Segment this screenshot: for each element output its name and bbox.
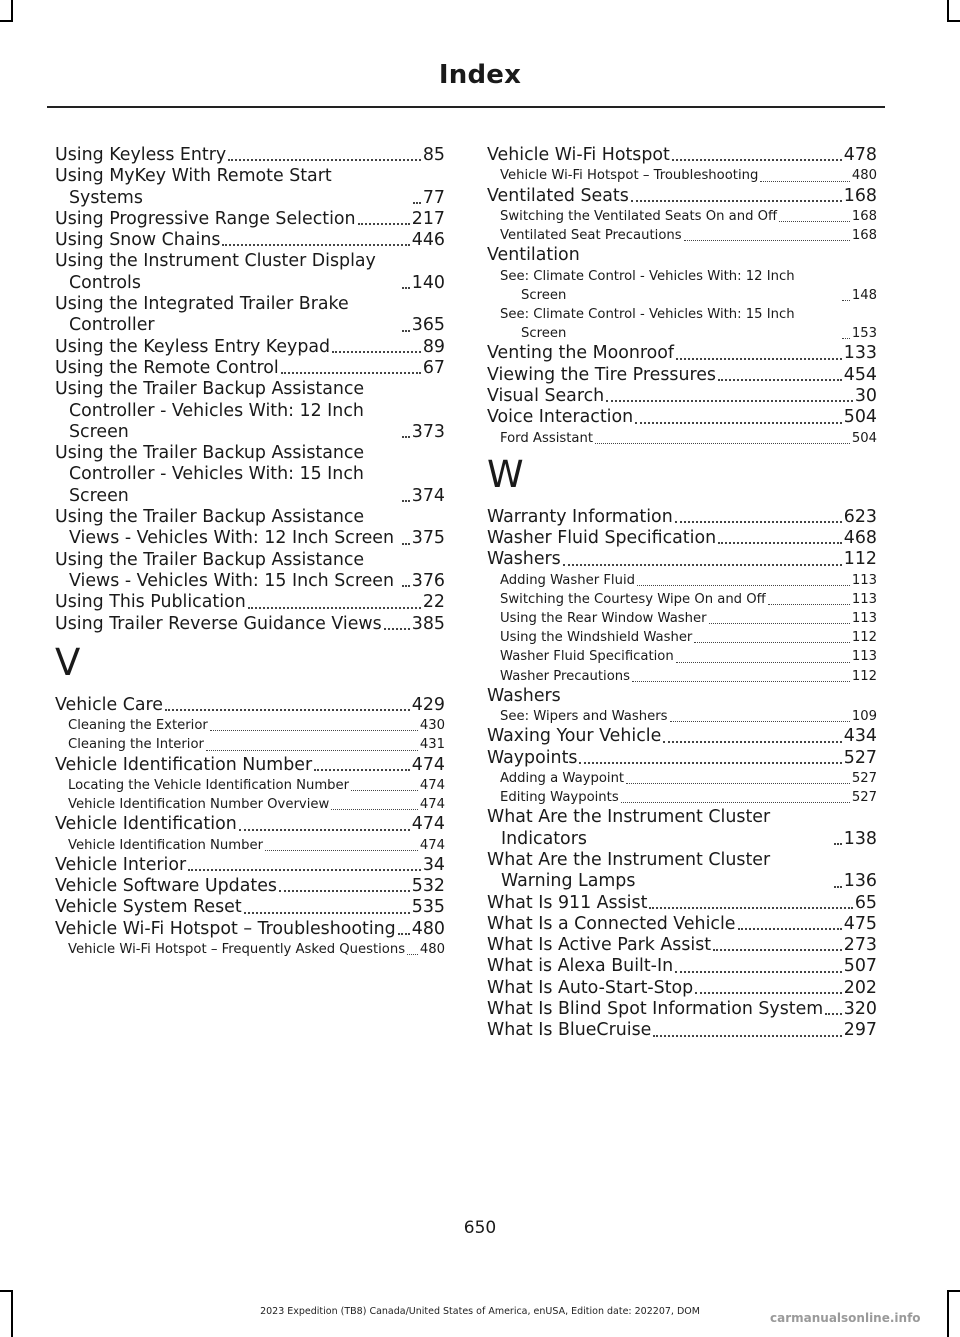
entry-text: Editing Waypoints	[500, 790, 619, 806]
index-subentry[interactable]	[487, 267, 877, 305]
entry-text: What Is Active Park Assist	[487, 935, 712, 956]
index-entry[interactable]	[487, 365, 877, 386]
entry-page: 22	[422, 592, 445, 613]
entry-text: Using the Trailer Backup Assistance Controller - Vehicles With: 12 Inch Screen	[55, 379, 365, 442]
entry-text: What Is Auto-Start-Stop	[487, 977, 694, 998]
dot-leader	[621, 802, 850, 803]
entry-text: Adding a Waypoint	[500, 770, 625, 786]
dot-leader	[768, 604, 850, 605]
entry-text: Ventilated Seat Precautions	[500, 228, 682, 243]
dot-leader	[672, 159, 842, 161]
entry-text: Using Snow Chains	[55, 230, 221, 251]
entry-page: 168	[851, 228, 877, 243]
index-subentry[interactable]	[55, 836, 445, 855]
entry-page: 320	[843, 998, 877, 1019]
entry-text: Switching the Courtesy Wipe On and Off	[500, 591, 766, 607]
entry-text: Using Keyless Entry	[55, 145, 227, 165]
entry-text: Using the Remote Control	[55, 357, 279, 378]
index-entry[interactable]	[487, 145, 877, 166]
entry-page: 527	[843, 747, 877, 768]
index-entry[interactable]	[55, 507, 445, 550]
entry-text: See: Wipers and Washers	[500, 709, 668, 725]
index-heading: Ventilation	[487, 245, 580, 266]
dot-leader	[842, 338, 850, 339]
crop-mark-top-right-v	[947, 0, 949, 20]
dot-leader	[834, 886, 842, 888]
entry-page: 430	[419, 718, 445, 734]
dot-leader	[281, 372, 421, 374]
entry-text: Vehicle Identification	[55, 814, 237, 835]
dot-leader	[358, 223, 410, 225]
index-subentry[interactable]	[487, 707, 877, 726]
crop-mark-top-left-h	[0, 20, 13, 22]
left-column	[55, 145, 445, 959]
index-entry[interactable]	[55, 251, 445, 294]
entry-page: 67	[422, 357, 445, 378]
index-entry[interactable]	[55, 379, 445, 443]
entry-text: Venting the Moonroof	[487, 343, 675, 364]
dot-leader	[635, 422, 842, 424]
dot-leader	[188, 869, 421, 871]
dot-leader	[676, 358, 842, 360]
dot-leader	[351, 790, 418, 791]
index-entry[interactable]	[487, 748, 877, 769]
entry-text: Waypoints	[487, 747, 578, 768]
entry-page: 374	[411, 485, 445, 506]
entry-page: 136	[843, 871, 877, 892]
entry-text: Locating the Vehicle Identification Number	[68, 777, 350, 793]
entry-text: Viewing the Tire Pressures	[487, 364, 716, 385]
dot-leader	[676, 662, 850, 663]
dot-leader	[718, 542, 842, 544]
index-entry[interactable]	[55, 755, 445, 776]
entry-text: What is Alexa Built-In	[487, 956, 674, 977]
index-subentry[interactable]	[55, 795, 445, 814]
dot-leader	[842, 300, 850, 301]
entry-text: Vehicle Identification Number Overview	[68, 797, 330, 813]
index-entry[interactable]	[55, 337, 445, 358]
crop-mark-top-right-h	[947, 20, 960, 22]
entry-page: 113	[851, 591, 877, 607]
entry-page: 474	[411, 754, 445, 775]
index-subentry[interactable]	[487, 667, 877, 686]
dot-leader	[331, 809, 418, 810]
dot-leader	[402, 500, 410, 502]
index-entry[interactable]	[487, 956, 877, 977]
index-entry[interactable]	[487, 386, 877, 407]
entry-text: Cleaning the Interior	[68, 737, 204, 753]
entry-page: 168	[843, 185, 877, 206]
entry-page: 478	[843, 145, 877, 165]
entry-page: 527	[851, 790, 877, 806]
index-subentry[interactable]	[55, 776, 445, 795]
entry-text: Ford Assistant	[500, 430, 594, 446]
index-entry[interactable]	[55, 897, 445, 918]
index-entry[interactable]	[55, 230, 445, 251]
entry-text: Using the Trailer Backup Assistance Views - Vehicles With: 15 Inch Screen	[55, 549, 395, 591]
entry-text: Using the Trailer Backup Assistance Controller - Vehicles With: 15 Inch Screen	[55, 443, 365, 506]
section-letter-v: V	[55, 640, 81, 684]
dot-leader	[738, 928, 842, 930]
entry-page: 140	[411, 272, 445, 293]
entry-text: Cleaning the Exterior	[68, 718, 208, 734]
index-subentry[interactable]	[487, 590, 877, 609]
entry-text: Vehicle System Reset	[55, 897, 242, 918]
dot-leader	[314, 769, 410, 771]
entry-text: Visual Search	[487, 385, 605, 406]
entry-page: 202	[843, 977, 877, 998]
watermark: carmanualsonline.info	[770, 1311, 921, 1325]
entry-text: What Are the Instrument Cluster Indicators	[487, 807, 771, 849]
dot-leader	[834, 843, 842, 845]
dot-leader	[631, 200, 842, 202]
dot-leader	[402, 330, 410, 332]
dot-leader	[579, 762, 841, 764]
entry-page: 385	[411, 613, 445, 634]
index-entry[interactable]	[487, 726, 877, 747]
index-entry[interactable]	[487, 914, 877, 935]
dot-leader	[760, 181, 849, 182]
entry-text: Vehicle Care	[55, 694, 163, 715]
entry-page: 480	[851, 168, 877, 184]
entry-text: Using the Keyless Entry Keypad	[55, 336, 331, 357]
entry-page: 474	[419, 837, 445, 853]
index-subentry[interactable]	[487, 609, 877, 628]
dot-leader	[407, 954, 418, 955]
dot-leader	[825, 1013, 842, 1015]
entry-page: 480	[411, 918, 445, 939]
entry-page: 148	[851, 287, 877, 303]
dot-leader	[206, 750, 418, 751]
dot-leader	[244, 912, 410, 914]
entry-page: 474	[411, 814, 445, 835]
entry-text: Using Progressive Range Selection	[55, 208, 356, 229]
index-entry[interactable]	[487, 343, 877, 364]
index-subentry[interactable]	[55, 735, 445, 754]
entry-page: 30	[854, 385, 877, 406]
index-subentry[interactable]	[487, 647, 877, 666]
entry-page: 623	[843, 506, 877, 527]
entry-page: 504	[851, 430, 877, 446]
page-title: Index	[438, 60, 522, 90]
entry-page: 113	[851, 572, 877, 588]
entry-page: 475	[843, 913, 877, 934]
entry-page: 375	[411, 528, 445, 549]
page-number: 650	[463, 1218, 497, 1238]
entry-page: 532	[411, 876, 445, 897]
index-entry[interactable]	[487, 1020, 877, 1041]
entry-page: 133	[843, 343, 877, 364]
index-subentry[interactable]	[487, 788, 877, 807]
entry-page: 527	[851, 770, 877, 786]
index-entry[interactable]	[55, 695, 445, 716]
entry-page: 109	[851, 709, 877, 725]
entry-text: Adding Washer Fluid	[500, 572, 635, 588]
index-entry[interactable]	[55, 145, 445, 166]
index-subentry[interactable]	[487, 207, 877, 226]
entry-page: 434	[843, 726, 877, 747]
dot-leader	[713, 949, 842, 951]
entry-text: Using the Windshield Washer	[500, 630, 693, 646]
entry-text: What Is 911 Assist	[487, 892, 648, 913]
entry-page: 34	[422, 854, 445, 875]
entry-page: 474	[419, 797, 445, 813]
crop-mark-top-left-v	[11, 0, 13, 20]
index-entry[interactable]	[487, 549, 877, 570]
dot-leader	[606, 400, 853, 402]
index-entry[interactable]	[487, 407, 877, 428]
entry-page: 468	[843, 528, 877, 548]
entry-page: 112	[851, 630, 877, 646]
dot-leader	[663, 741, 842, 743]
index-entry[interactable]	[487, 978, 877, 999]
section-letter-w: W	[487, 452, 524, 496]
entry-text: Switching the Ventilated Seats On and Off	[500, 208, 778, 224]
dot-leader	[626, 783, 850, 784]
entry-text: What Is Blind Spot Information System	[487, 998, 824, 1019]
entry-text: Washer Precautions	[500, 668, 631, 684]
entry-text: What Is a Connected Vehicle	[487, 913, 736, 934]
index-entry[interactable]	[55, 592, 445, 613]
dot-leader	[402, 585, 410, 587]
dot-leader	[653, 1035, 841, 1037]
entry-text: Using MyKey With Remote Start Systems	[55, 166, 332, 208]
dot-leader	[595, 443, 850, 444]
entry-text: Using the Trailer Backup Assistance Views - Vehicles With: 12 Inch Screen	[55, 507, 395, 549]
entry-text: Using Trailer Reverse Guidance Views	[55, 613, 382, 634]
index-subentry[interactable]	[55, 940, 445, 959]
index-entry[interactable]	[487, 528, 877, 549]
dot-leader	[649, 907, 852, 909]
crop-mark-bottom-right-h	[947, 1290, 960, 1292]
dot-leader	[675, 521, 842, 523]
dot-leader	[684, 240, 850, 241]
index-subentry[interactable]	[487, 305, 877, 343]
entry-text: Using the Integrated Trailer Brake Controller	[55, 294, 349, 336]
index-entry[interactable]	[55, 614, 445, 635]
index-entry[interactable]	[55, 855, 445, 876]
entry-page: 507	[843, 956, 877, 977]
index-entry[interactable]	[55, 166, 445, 209]
crop-mark-bottom-left-h	[0, 1290, 13, 1292]
entry-text: Using This Publication	[55, 592, 246, 613]
dot-leader	[402, 543, 410, 545]
dot-leader	[332, 351, 421, 353]
entry-page: 454	[843, 364, 877, 385]
entry-page: 113	[851, 649, 877, 665]
entry-page: 429	[411, 694, 445, 715]
entry-page: 273	[843, 935, 877, 956]
entry-page: 168	[851, 208, 877, 224]
index-entry[interactable]	[55, 550, 445, 593]
index-subentry[interactable]	[487, 226, 877, 245]
index-entry[interactable]	[55, 294, 445, 337]
index-entry[interactable]	[55, 876, 445, 897]
entry-text: Washer Fluid Specification	[500, 649, 674, 665]
entry-text: Warranty Information	[487, 506, 673, 527]
index-entry[interactable]	[55, 919, 445, 940]
entry-page: 89	[422, 336, 445, 357]
entry-page: 431	[419, 737, 445, 753]
entry-text: Voice Interaction	[487, 407, 634, 428]
index-entry[interactable]	[487, 999, 877, 1020]
entry-page: 65	[854, 892, 877, 913]
index-entry[interactable]	[487, 893, 877, 914]
entry-text: What Are the Instrument Cluster Warning Lamps	[487, 849, 771, 892]
entry-page: 297	[843, 1020, 877, 1041]
entry-text: What Is BlueCruise	[487, 1020, 652, 1041]
entry-page: 217	[411, 208, 445, 229]
index-subentry[interactable]	[487, 571, 877, 590]
entry-text: Washers	[487, 549, 561, 570]
dot-leader	[222, 244, 409, 246]
dot-leader	[637, 585, 850, 586]
entry-page: 85	[422, 145, 445, 165]
dot-leader	[563, 564, 842, 566]
dot-leader	[695, 992, 842, 994]
entry-page: 112	[851, 668, 877, 684]
entry-text: Vehicle Wi-Fi Hotspot – Troubleshooting	[500, 168, 759, 184]
entry-text: Waxing Your Vehicle	[487, 726, 662, 747]
footer-edition: 2023 Expedition (TB8) Canada/United States of America, enUSA, Edition date: 202207, DOM	[260, 1306, 700, 1317]
dot-leader	[694, 642, 849, 643]
dot-leader	[718, 379, 842, 381]
title-divider	[47, 106, 885, 108]
dot-leader	[402, 436, 410, 438]
entry-text: Vehicle Wi-Fi Hotspot	[487, 145, 670, 165]
dot-leader	[709, 623, 850, 624]
index-entry[interactable]	[55, 443, 445, 507]
dot-leader	[239, 829, 410, 831]
right-column	[487, 145, 877, 1042]
index-subentry[interactable]	[487, 429, 877, 448]
index-entry[interactable]	[487, 507, 877, 528]
entry-page: 112	[843, 549, 877, 570]
entry-text: Using the Instrument Cluster Display Controls	[55, 251, 376, 293]
entry-text: Vehicle Wi-Fi Hotspot – Frequently Asked Questions	[68, 941, 406, 957]
dot-leader	[675, 971, 842, 973]
dot-leader	[248, 607, 421, 609]
dot-leader	[413, 202, 421, 204]
dot-leader	[402, 287, 410, 289]
entry-page: 446	[411, 230, 445, 251]
dot-leader	[779, 221, 850, 222]
dot-leader	[632, 681, 850, 682]
dot-leader	[210, 730, 418, 731]
entry-page: 535	[411, 897, 445, 918]
entry-text: See: Climate Control - Vehicles With: 12 Inch Screen	[500, 268, 795, 303]
entry-page: 480	[419, 941, 445, 957]
entry-text: Vehicle Interior	[55, 854, 187, 875]
entry-page: 77	[422, 187, 445, 208]
dot-leader	[279, 890, 410, 892]
index-subentry[interactable]	[55, 716, 445, 735]
entry-page: 376	[411, 570, 445, 591]
entry-text: Washer Fluid Specification	[487, 528, 717, 548]
entry-page: 113	[851, 611, 877, 626]
index-entry[interactable]	[487, 850, 877, 893]
entry-text: See: Climate Control - Vehicles With: 15 Inch Screen	[500, 306, 795, 342]
index-entry[interactable]	[55, 814, 445, 835]
dot-leader	[670, 721, 850, 722]
index-subentry[interactable]	[487, 166, 877, 185]
dot-leader	[384, 628, 410, 630]
entry-text: Vehicle Identification Number	[68, 837, 263, 853]
entry-page: 504	[843, 407, 877, 428]
index-entry[interactable]	[55, 358, 445, 379]
index-entry[interactable]	[55, 209, 445, 230]
dot-leader	[265, 850, 418, 851]
index-entry[interactable]	[487, 935, 877, 956]
entry-page: 373	[411, 421, 445, 442]
entry-text: Vehicle Wi-Fi Hotspot – Troubleshooting	[55, 918, 396, 939]
index-heading: Washers	[487, 685, 561, 706]
entry-text: Using the Rear Window Washer	[500, 611, 707, 626]
dot-leader	[398, 933, 410, 935]
index-entry[interactable]	[487, 186, 877, 207]
entry-text: Vehicle Software Updates	[55, 876, 277, 897]
dot-leader	[228, 159, 421, 161]
entry-page: 153	[851, 326, 877, 342]
entry-text: Vehicle Identification Number	[55, 754, 313, 775]
entry-page: 365	[411, 315, 445, 336]
entry-page: 138	[843, 828, 877, 849]
entry-text: Ventilated Seats	[487, 185, 629, 206]
index-entry[interactable]	[487, 807, 877, 850]
index-subentry[interactable]	[487, 628, 877, 647]
dot-leader	[165, 709, 410, 711]
index-subentry[interactable]	[487, 769, 877, 788]
entry-page: 474	[419, 777, 445, 793]
